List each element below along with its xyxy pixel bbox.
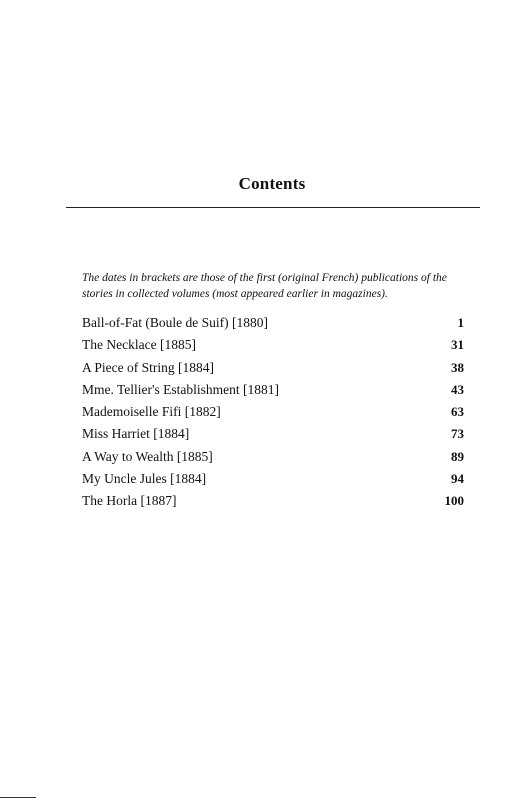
toc-entry-page: 63 bbox=[451, 404, 464, 420]
toc-entry-page: 100 bbox=[444, 493, 464, 509]
toc-entry-page: 38 bbox=[451, 359, 464, 375]
title-rule bbox=[66, 207, 480, 208]
toc-entry bbox=[82, 337, 464, 359]
toc-entry bbox=[82, 471, 464, 493]
toc-entry-title: Mme. Tellier's Establishment [1881] bbox=[82, 381, 279, 397]
toc-entry-page: 73 bbox=[451, 426, 464, 442]
toc-entry-title: Miss Harriet [1884] bbox=[82, 426, 190, 442]
toc-entry bbox=[82, 404, 464, 426]
toc-entry-page: 31 bbox=[451, 337, 464, 353]
table-of-contents bbox=[82, 315, 464, 516]
toc-entry-title: A Piece of String [1884] bbox=[82, 359, 214, 375]
editorial-note: The dates in brackets are those of the first (original French) publications of the stories in collected volumes (most appeared earlier in magazines). bbox=[82, 272, 447, 300]
toc-entry-page: 1 bbox=[457, 315, 464, 330]
toc-entry bbox=[82, 426, 464, 448]
toc-entry-title: The Necklace [1885] bbox=[82, 337, 196, 353]
toc-entry-title: Mademoiselle Fifi [1882] bbox=[82, 404, 221, 420]
page-title: Contents bbox=[238, 174, 306, 193]
toc-entry-page: 43 bbox=[451, 381, 464, 397]
toc-entry bbox=[82, 449, 464, 471]
toc-entry-title: The Horla [1887] bbox=[82, 493, 177, 509]
toc-entry bbox=[82, 382, 464, 404]
page-edge-mark bbox=[0, 797, 36, 798]
toc-entry-title: My Uncle Jules [1884] bbox=[82, 471, 207, 487]
toc-entry-title: A Way to Wealth [1885] bbox=[82, 448, 213, 464]
toc-entry-page: 94 bbox=[451, 471, 464, 487]
toc-entry-page: 89 bbox=[451, 448, 464, 464]
toc-entry-title: Ball-of-Fat (Boule de Suif) [1880] bbox=[82, 315, 268, 330]
toc-entry bbox=[82, 360, 464, 382]
toc-entry bbox=[82, 493, 464, 515]
toc-entry bbox=[82, 315, 464, 337]
